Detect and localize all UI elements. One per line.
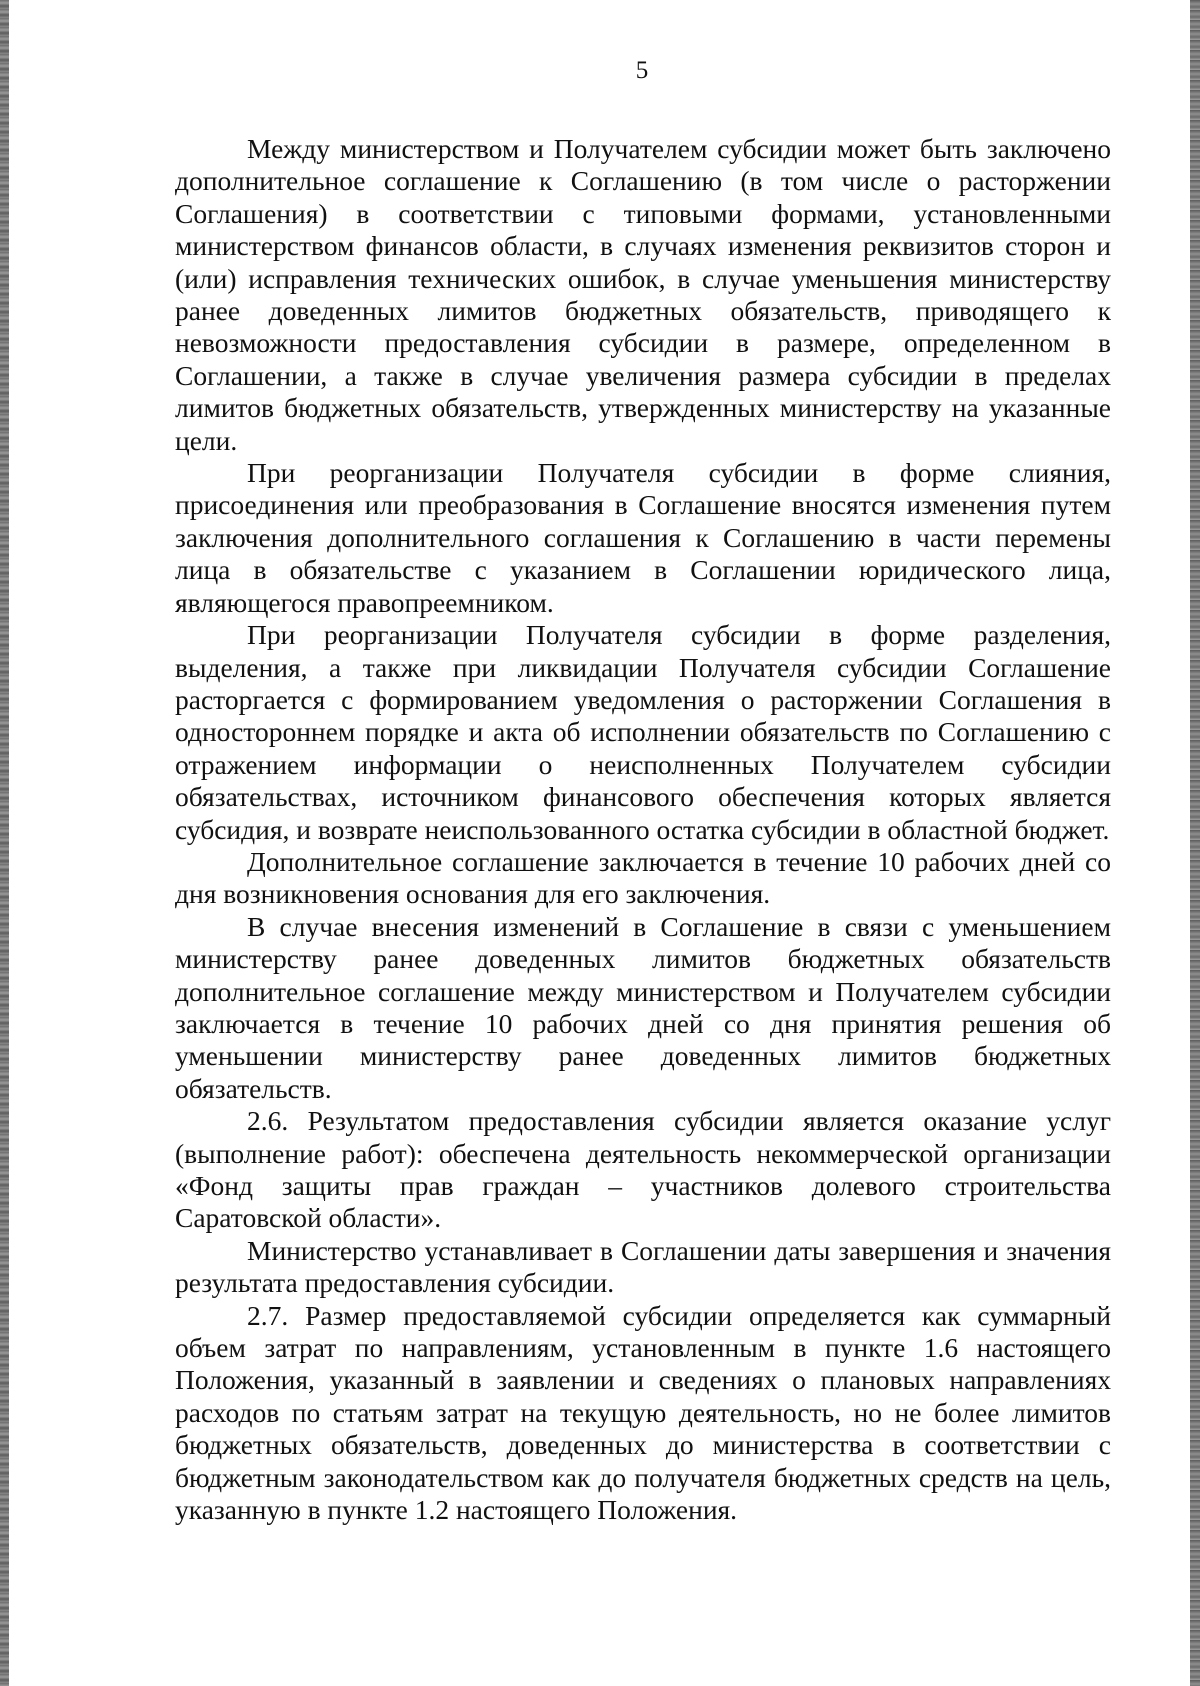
scan-edge-left — [0, 0, 9, 1686]
paragraph-2-7-subsidy-size: 2.7. Размер предоставляемой субсидии определяется как суммарный объем затрат по направлениям, установленным в пункте 1.6 настоящего Положения, указанный в заявлении и сведениях о плановых направлениях расходов по статьям затрат на текущую деятельность, но не более лимитов бюджетных обязательств, доведенных до министерства в соответствии с бюджетным законодательством как до получателя бюджетных средств на цель, указанную в пункте 1.2 настоящего Положения. — [175, 1299, 1111, 1526]
page-number: 5 — [635, 57, 649, 84]
paragraph-agreement-term: Дополнительное соглашение заключается в течение 10 рабочих дней со дня возникновения основания для его заключения. — [175, 845, 1111, 910]
paragraph-result-dates: Министерство устанавливает в Соглашении даты завершения и значения результата предоставления субсидии. — [175, 1234, 1111, 1299]
paragraph-reorganization-merger: При реорганизации Получателя субсидии в форме слияния, присоединения или преобразования в Соглашение вносятся изменения путем заключения дополнительного соглашения к Соглашению в части перемены лица в обязательстве с указанием в Соглашении юридического лица, являющегося правопреемником. — [175, 457, 1111, 618]
paragraph-limit-reduction: В случае внесения изменений в Соглашение в связи с уменьшением министерству ранее доведенных лимитов бюджетных обязательств дополнительное соглашение между министерством и Получателем субсидии заключается в течение 10 рабочих дней со дня принятия решения об уменьшении министерству ранее доведенных лимитов бюджетных обязательств. — [175, 910, 1111, 1104]
paragraph-reorganization-division: При реорганизации Получателя субсидии в форме разделения, выделения, а также при ликвидации Получателя субсидии Соглашение расторгается с формированием уведомления о расторжении Соглашения в одностороннем порядке и акта об исполнении обязательств по Соглашению с отражением информации о неисполненных Получателем субсидии обязательствах, источником финансового обеспечения которых является субсидия, и возврате неиспользованного остатка субсидии в областной бюджет. — [175, 619, 1111, 845]
paragraph-additional-agreement: Между министерством и Получателем субсидии может быть заключено дополнительное соглашение к Соглашению (в том числе о расторжении Соглашения) в соответствии с типовыми формами, установленными министерством финансов области, в случаях изменения реквизитов сторон и (или) исправления технических ошибок, в случае уменьшения министерству ранее доведенных лимитов бюджетных обязательств, приводящего к невозможности предоставления субсидии в размере, определенном в Соглашении, а также в случае увеличения размера субсидии в пределах лимитов бюджетных обязательств, утвержденных министерству на указанные цели. — [175, 133, 1111, 456]
scan-edge-right — [1190, 0, 1200, 1686]
document-body — [175, 133, 1111, 1526]
paragraph-2-6-result: 2.6. Результатом предоставления субсидии является оказание услуг (выполнение работ): обеспечена деятельность некоммерческой организации «Фонд защиты прав граждан – участников долевого строительства Саратовской области». — [175, 1105, 1111, 1234]
